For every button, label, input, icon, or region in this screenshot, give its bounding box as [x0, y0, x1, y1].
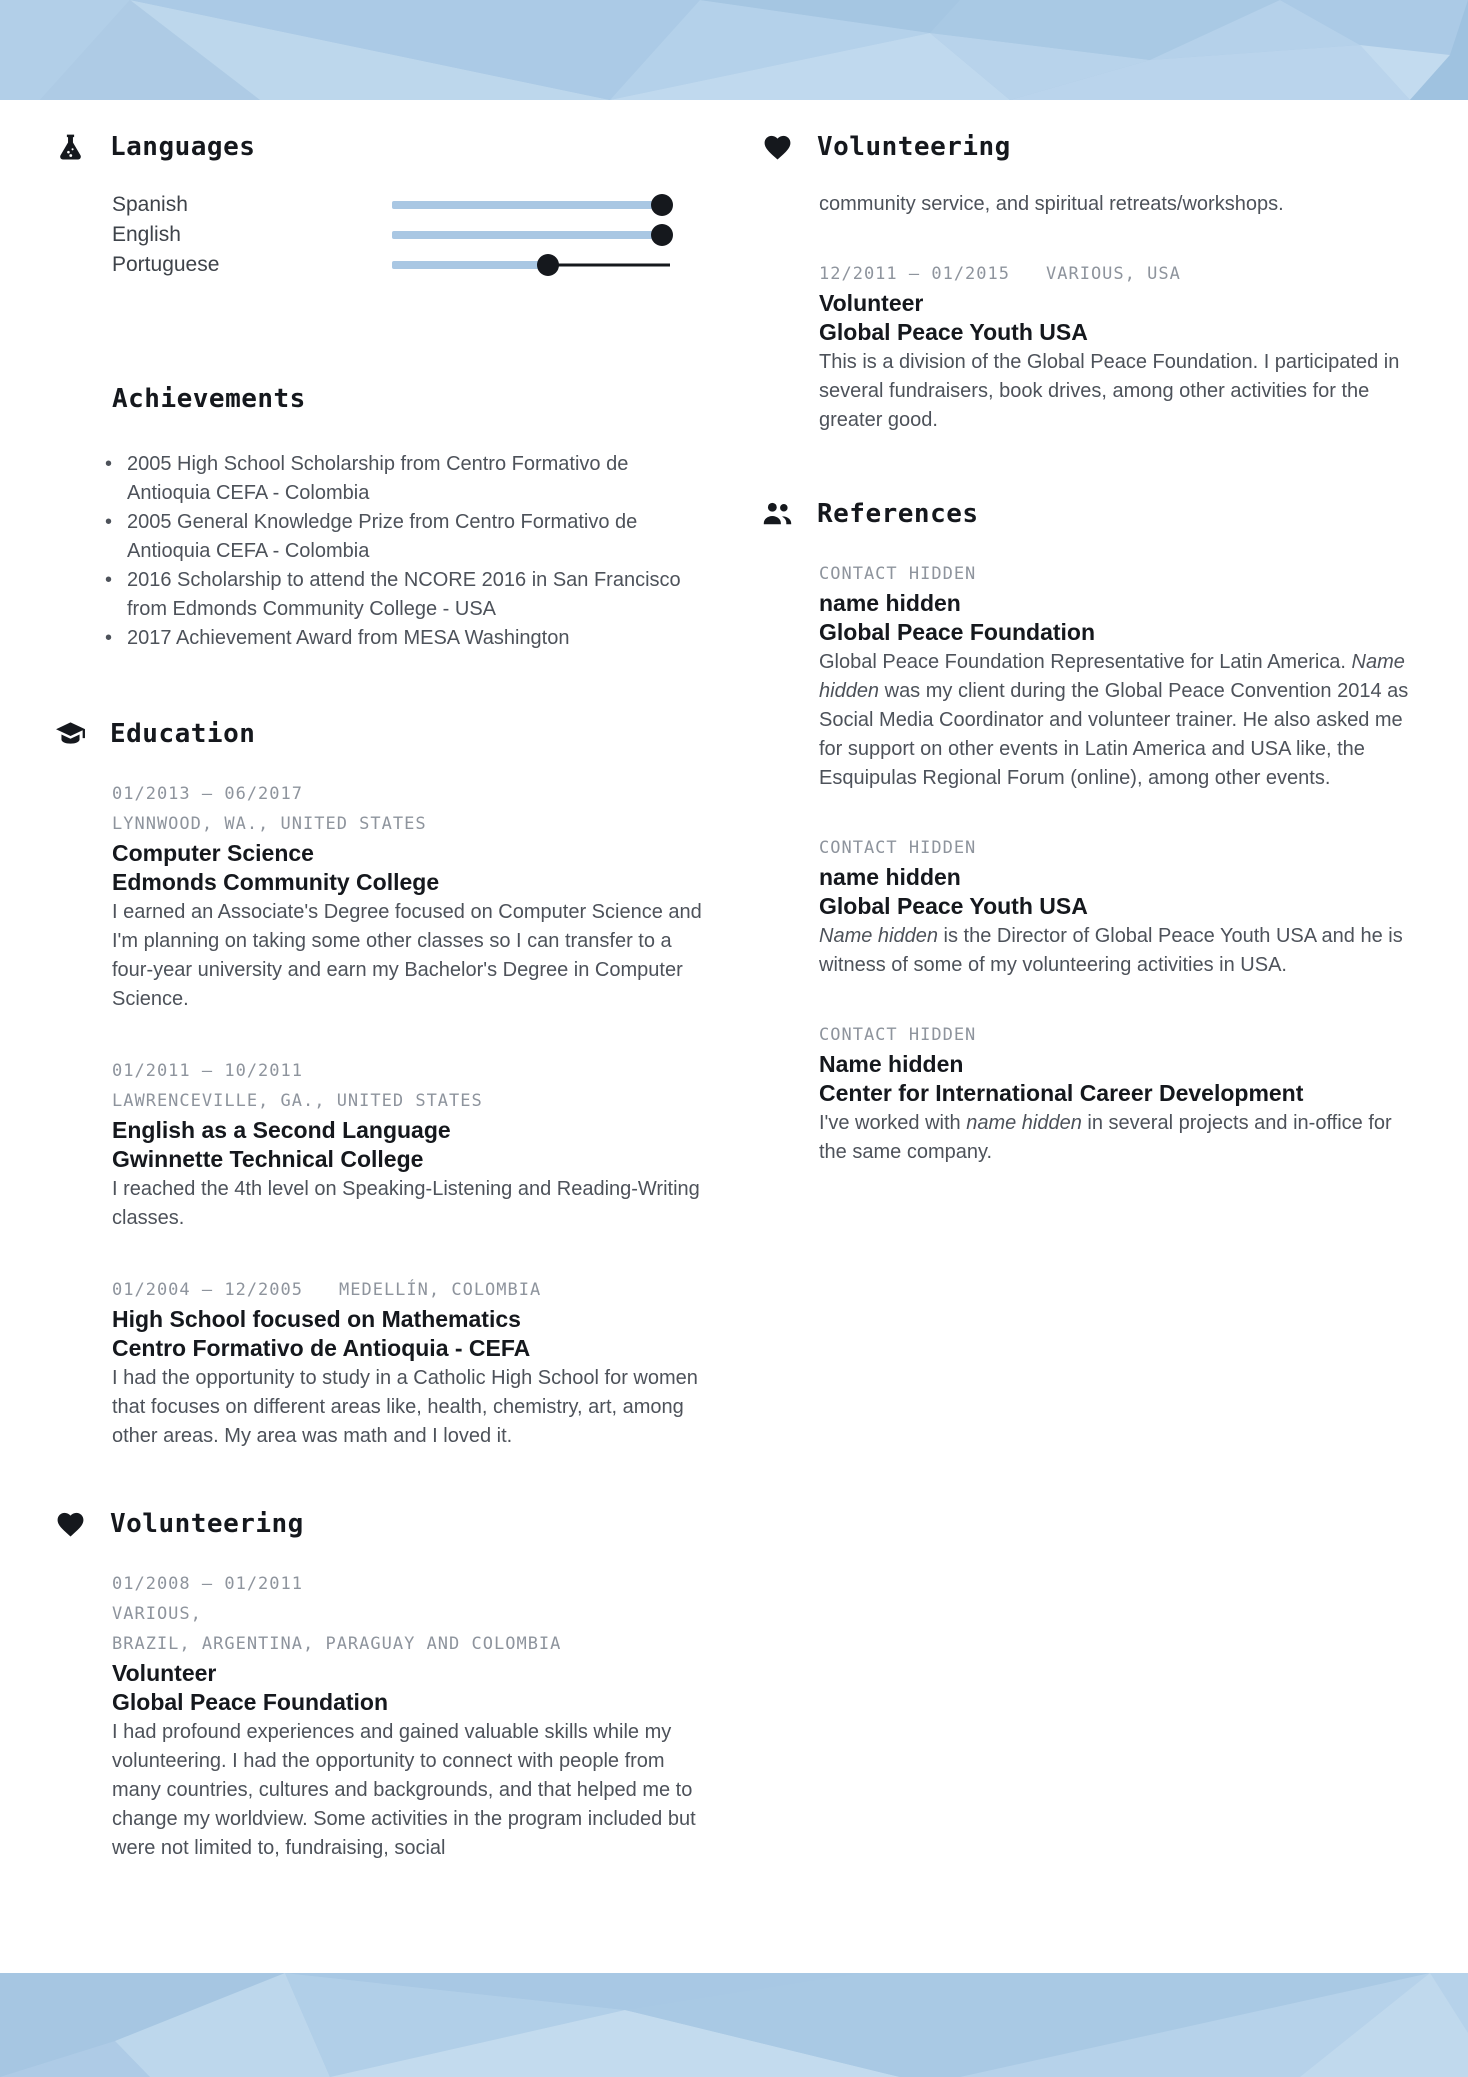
degree-title: English as a Second Language — [112, 1117, 451, 1143]
entry-location: VARIOUS, — [112, 1604, 202, 1624]
reference-organization: Global Peace Youth USA — [819, 893, 1088, 919]
section-title-references: References — [817, 499, 979, 529]
language-level-slider — [392, 253, 670, 277]
section-volunteering-right — [762, 130, 1409, 435]
reference-organization: Global Peace Foundation — [819, 619, 1096, 645]
entry-description: This is a division of the Global Peace Foundation. I participated in several fundraisers, book drives, among other activities for the greater good. — [819, 351, 1400, 431]
entry-dates: 01/2004 – 12/2005 — [112, 1280, 303, 1300]
section-volunteering-left — [55, 1507, 707, 1863]
language-name: Portuguese — [112, 253, 220, 276]
section-title-volunteering: Volunteering — [110, 1509, 304, 1539]
reference-description — [819, 922, 1409, 980]
entry-meta — [112, 1569, 707, 1659]
language-list — [112, 190, 707, 280]
entry-meta — [112, 779, 707, 839]
entry-description: I had profound experiences and gained valuable skills while my volunteering. I had the opportunity to connect with people from many countries, cultures and backgrounds, and that helped me to change my worldview. Some activities in the program included but were not limited to, fundraising, social — [112, 1721, 696, 1859]
section-achievements — [55, 382, 707, 653]
description-italic-text: Name hidden — [819, 651, 1405, 702]
organization-name: Global Peace Youth USA — [819, 319, 1088, 345]
description-text: was my client during the Global Peace Convention 2014 as Social Media Coordinator and volunteer trainer. He also asked me for support on other events in Latin America and USA like, the Esquipulas Regional Forum (online), among other events. — [819, 680, 1409, 789]
school-name: Centro Formativo de Antioquia - CEFA — [112, 1335, 531, 1361]
organization-name: Global Peace Foundation — [112, 1689, 389, 1715]
description-text: I've worked with — [819, 1112, 967, 1134]
description-text: Global Peace Foundation Representative for Latin America. — [819, 651, 1352, 673]
slider-track-remainder — [548, 264, 670, 267]
reference-description — [819, 648, 1409, 793]
reference-organization: Center for International Career Development — [819, 1080, 1304, 1106]
entry-description: I earned an Associate's Degree focused on Computer Science and I'm planning on taking some other classes so I can transfer to a four-year university and earn my Bachelor's Degree in Computer Science. — [112, 901, 702, 1010]
reference-entry — [819, 1020, 1409, 1167]
section-title-languages: Languages — [110, 132, 256, 162]
volunteering-header — [55, 1507, 707, 1541]
references-header — [762, 497, 1409, 531]
degree-title: High School focused on Mathematics — [112, 1306, 521, 1332]
education-entry — [112, 1056, 707, 1233]
achievements-header — [112, 382, 707, 416]
contact-hidden-label: CONTACT HIDDEN — [819, 838, 977, 858]
school-name: Edmonds Community College — [112, 869, 440, 895]
language-row — [112, 250, 707, 280]
entry-location: VARIOUS, USA — [1046, 264, 1181, 284]
education-entry — [112, 1275, 707, 1451]
entry-dates: 12/2011 – 01/2015 — [819, 264, 1010, 284]
section-title-achievements: Achievements — [112, 384, 306, 414]
slider-handle — [651, 224, 673, 246]
volunteering-continuation-text: community service, and spiritual retreats/workshops. — [819, 193, 1284, 215]
language-name: Spanish — [112, 193, 188, 216]
section-languages — [55, 130, 707, 280]
achievement-item: • 2017 Achievement Award from MESA Washington — [103, 624, 693, 653]
heart-icon — [762, 132, 793, 163]
description-italic-text: name hidden — [966, 1112, 1082, 1134]
reference-name: name hidden — [819, 590, 961, 616]
volunteering-entry — [819, 259, 1409, 435]
section-education — [55, 717, 707, 1451]
language-name: English — [112, 223, 181, 246]
reference-entry — [819, 833, 1409, 980]
reference-name: Name hidden — [819, 1051, 964, 1077]
education-entry — [112, 779, 707, 1014]
right-column — [762, 100, 1409, 1863]
entry-meta — [112, 1056, 707, 1116]
contact-hidden-label: CONTACT HIDDEN — [819, 1025, 977, 1045]
heart-icon — [55, 1509, 86, 1540]
flask-icon — [55, 132, 86, 163]
description-text: in several projects and in-office for the same company. — [819, 1112, 1392, 1163]
languages-header — [55, 130, 707, 164]
entry-location: BRAZIL, ARGENTINA, PARAGUAY AND COLOMBIA — [112, 1634, 562, 1654]
school-name: Gwinnette Technical College — [112, 1146, 424, 1172]
entry-dates: 01/2008 – 01/2011 — [112, 1574, 303, 1594]
entry-meta — [819, 259, 1409, 289]
achievement-item: • 2005 High School Scholarship from Centro Formativo de Antioquia CEFA - Colombia — [103, 450, 693, 508]
top-banner-decoration — [0, 0, 1468, 100]
entry-dates: 01/2013 – 06/2017 — [112, 784, 303, 804]
left-column — [55, 100, 707, 1863]
volunteering-entry — [112, 1569, 707, 1863]
language-row — [112, 190, 707, 220]
slider-track-fill — [392, 201, 662, 209]
description-italic-text: Name hidden — [819, 925, 938, 947]
section-title-education: Education — [110, 719, 256, 749]
section-title-volunteering: Volunteering — [817, 132, 1011, 162]
role-title: Volunteer — [112, 1660, 217, 1686]
slider-handle — [651, 194, 673, 216]
reference-description — [819, 1109, 1409, 1167]
reference-name: name hidden — [819, 864, 961, 890]
language-level-slider — [392, 193, 670, 217]
entry-description: I reached the 4th level on Speaking-Listening and Reading-Writing classes. — [112, 1178, 700, 1229]
language-level-slider — [392, 223, 670, 247]
achievement-item: • 2005 General Knowledge Prize from Centro Formativo de Antioquia CEFA - Colombia — [103, 508, 693, 566]
graduation-cap-icon — [55, 719, 86, 750]
description-text: is the Director of Global Peace Youth USA and he is witness of some of my volunteering activities in USA. — [819, 925, 1403, 976]
achievement-list — [103, 450, 707, 653]
language-row — [112, 220, 707, 250]
volunteering-header — [762, 130, 1409, 164]
degree-title: Computer Science — [112, 840, 314, 866]
entry-location: MEDELLÍN, COLOMBIA — [339, 1280, 542, 1300]
bottom-banner-decoration — [0, 1973, 1468, 2077]
section-references — [762, 497, 1409, 1167]
slider-track-fill — [392, 231, 662, 239]
slider-handle — [537, 254, 559, 276]
contact-hidden-label: CONTACT HIDDEN — [819, 564, 977, 584]
slider-track-fill — [392, 261, 548, 269]
entry-description: I had the opportunity to study in a Catholic High School for women that focuses on different areas like, health, chemistry, art, among other areas. My area was math and I loved it. — [112, 1367, 698, 1447]
achievement-item: • 2016 Scholarship to attend the NCORE 2016 in San Francisco from Edmonds Community College - USA — [103, 566, 693, 624]
education-header — [55, 717, 707, 751]
entry-dates: 01/2011 – 10/2011 — [112, 1061, 303, 1081]
entry-location: LAWRENCEVILLE, GA., UNITED STATES — [112, 1091, 483, 1111]
reference-entry — [819, 559, 1409, 793]
people-icon — [762, 499, 793, 530]
entry-meta — [112, 1275, 707, 1305]
entry-location: LYNNWOOD, WA., UNITED STATES — [112, 814, 427, 834]
role-title: Volunteer — [819, 290, 924, 316]
content-area — [0, 100, 1468, 1863]
